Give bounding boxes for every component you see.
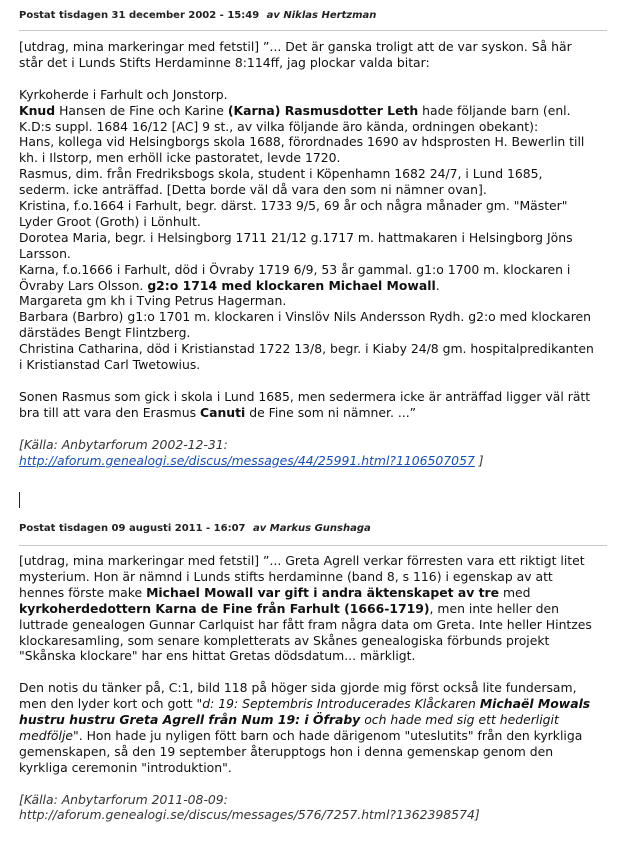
post-header xyxy=(19,523,371,534)
post-date: Postat tisdagen 09 augusti 2011 - 16:07 xyxy=(19,523,246,534)
entry-knud: Knud Hansen de Fine och Karine (Karna) Rasmusdotter Leth hade följande barn (enl. K.D:s suppl. 1684 16/12 [AC] 9 st., av vilka följande äro kända, ordningen obekant): xyxy=(19,102,571,134)
source-link[interactable]: http://aforum.genealogi.se/discus/messages/44/25991.html?1106507057 xyxy=(19,452,475,468)
post-body xyxy=(19,39,594,468)
closing-paragraph: Sonen Rasmus som gick i skola i Lund 1685, men sedermera icke är anträffad ligger väl rätt bra till att vara den Erasmus Canuti de Fine som ni nämner. ...” xyxy=(19,388,591,420)
paragraph-notis: Den notis du tänker på, C:1, bild 118 på höger sida gjorde mig först också lite fundersam, men den lyder kort och gott "d: 19: Septembris Introducerades Klåckaren Michaël Mowals hustru hustru Greta Agrell från Num 19: i Öfraby och hade med sig ett hederligit medfölje". Hon hade ju nyligen fött barn och hade därigenom "uteslutits" från den kyrkliga gemenskapen, så den 19 september återupptogs hon i denna gemenskap genom den kyrkliga ceremonin "introduktion". xyxy=(19,680,591,775)
paragraph-greta: [utdrag, mina markeringar med fetstil] ”... Greta Agrell verkar förresten vara ett riktigt litet mysterium. Hon är nämnd i Lunds stifts herdaminne (band 8, s 116) i egenskap av att hennes förste make Michael Mowall var gift i andra äktenskapet av tre med kyrkoherdedottern Karna de Fine från Farhult (1666-1719), men inte heller den luttrade genealogen Gunnar Carlquist har fått fram några data om Greta. Inte heller Hintzes klockaresamling, som senare kompletterats av Skånes genealogiska förbunds projekt "Skånska klockare" har ens hittat Gretas dödsdatum... märkligt. xyxy=(19,553,592,664)
text-cursor xyxy=(19,492,20,508)
source-line: http://aforum.genealogi.se/discus/messages/44/25991.html?1106507057 ] xyxy=(19,452,484,468)
divider xyxy=(19,545,607,546)
post-body xyxy=(19,553,594,823)
source-label: [Källa: Anbytarforum 2011-08-09: xyxy=(19,791,228,807)
post-author[interactable]: av Niklas Hertzman xyxy=(266,10,377,21)
entry-christina: Christina Catharina, död i Kristianstad 1722 13/8, begr. i Kiaby 24/8 gm. hospitalpredikanten i Kristianstad Carl Twetowius. xyxy=(19,341,594,373)
entry-dorotea: Dorotea Maria, begr. i Helsingborg 1711 21/12 g.1717 m. hattmakaren i Helsingborg Jöns Larsson. xyxy=(19,229,573,261)
source-url: http://aforum.genealogi.se/discus/messages/576/7257.html?1362398574] xyxy=(19,807,480,823)
entry-margareta: Margareta gm kh i Tving Petrus Hagerman. xyxy=(19,293,287,309)
entry-kyrkoherde: Kyrkoherde i Farhult och Jonstorp. xyxy=(19,86,228,102)
post-header xyxy=(19,10,376,21)
entry-rasmus: Rasmus, dim. från Fredriksbogs skola, student i Köpenhamn 1682 24/7, i Lund 1685, sederm. icke anträffad. [Detta borde väl då vara den som ni nämner ovan]. xyxy=(19,166,543,198)
entry-barbara: Barbara (Barbro) g1:o 1701 m. klockaren i Vinslöv Nils Andersson Rydh. g2:o med klockaren därstädes Bengt Flintzberg. xyxy=(19,309,592,341)
post-author[interactable]: av Markus Gunshaga xyxy=(253,523,371,534)
divider xyxy=(19,30,607,31)
entry-karna: Karna, f.o.1666 i Farhult, död i Övraby 1719 6/9, 53 år gammal. g1:o 1700 m. klockaren i Övraby Lars Olsson. g2:o 1714 med klockaren Michael Mowall. xyxy=(19,261,571,293)
post-date: Postat tisdagen 31 december 2002 - 15:49 xyxy=(19,10,260,21)
intro-text: [utdrag, mina markeringar med fetstil] ”... Det är ganska troligt att de var syskon. Så här står det i Lunds Stifts Herdaminne 8:114ff, jag plockar valda bitar: xyxy=(19,39,572,70)
entry-kristina: Kristina, f.o.1664 i Farhult, begr. därst. 1733 9/5, 69 år och några månader gm. "Mäster" Lyder Groot (Groth) i Lönhult. xyxy=(19,198,568,229)
source-label: [Källa: Anbytarforum 2002-12-31: xyxy=(19,436,228,452)
entry-hans: Hans, kollega vid Helsingborgs skola 1688, förordnades 1690 av hdsprosten H. Bewerlin till kh. i Ilstorp, men erhöll icke pastoratet, levde 1720. xyxy=(19,134,585,166)
